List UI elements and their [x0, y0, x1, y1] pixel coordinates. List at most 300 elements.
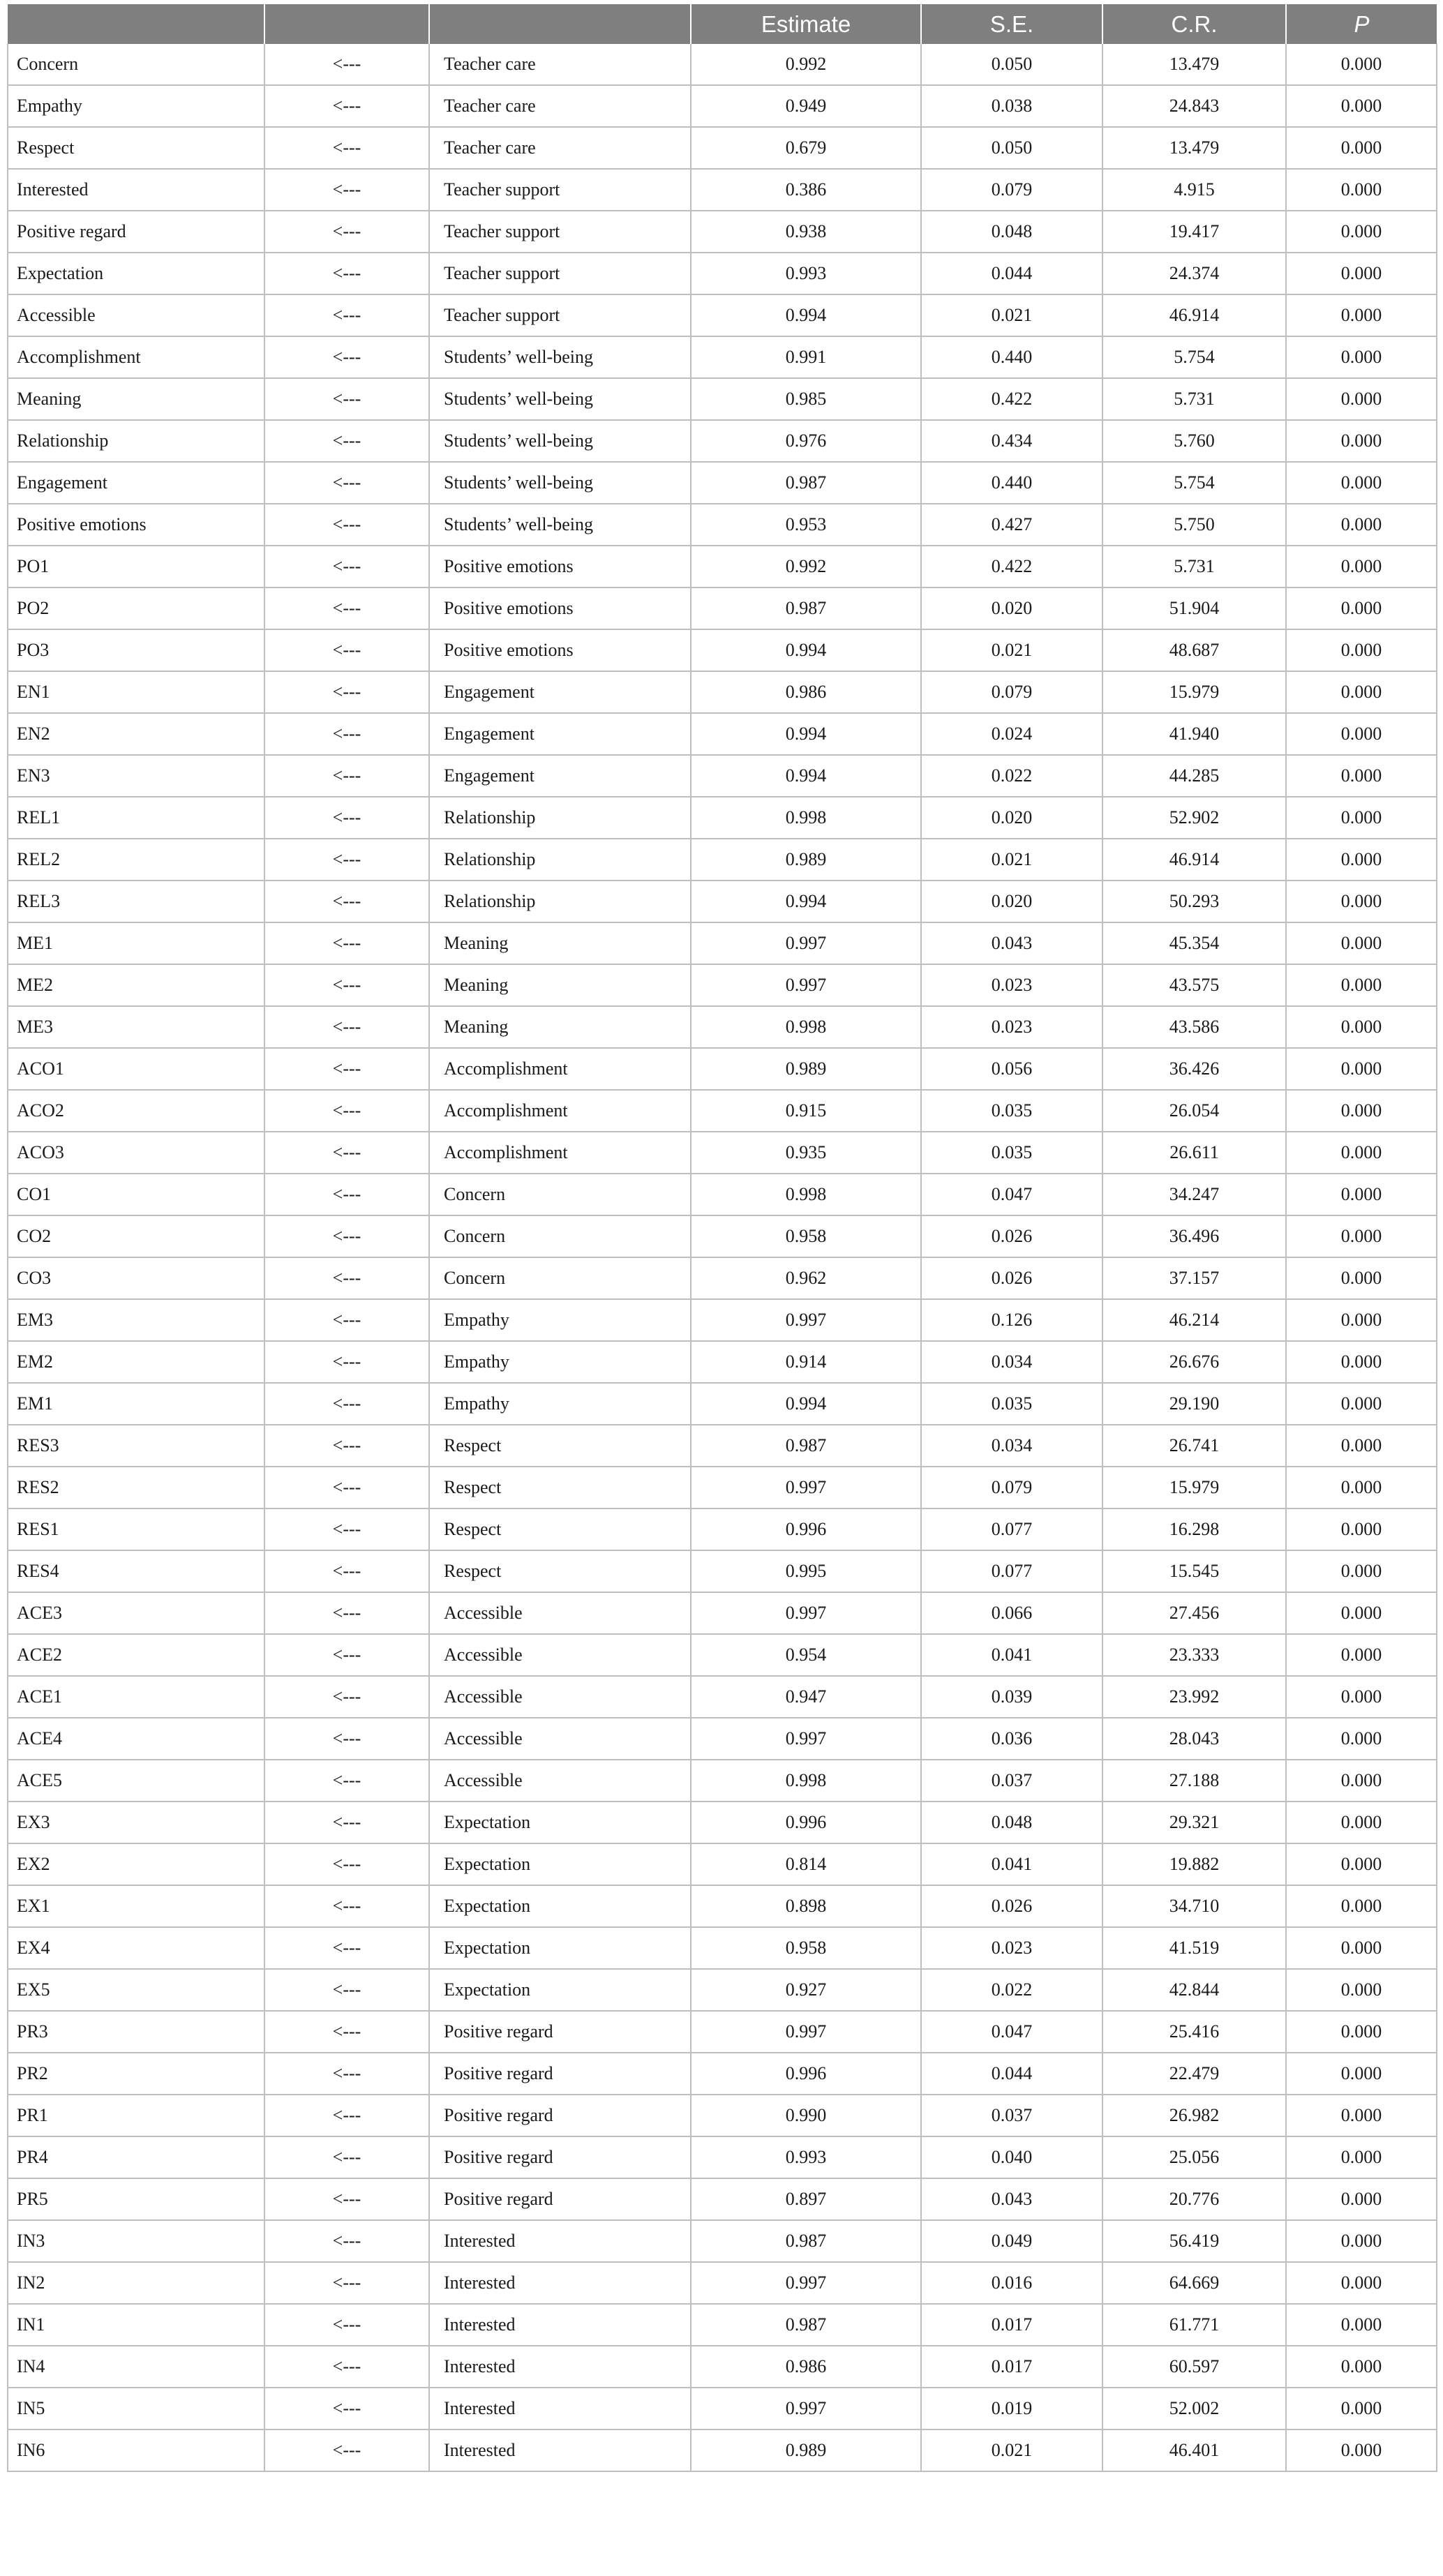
- indicator-cell: ACO3: [8, 1132, 264, 1174]
- p-cell: 0.000: [1286, 1885, 1437, 1927]
- p-cell: 0.000: [1286, 1467, 1437, 1508]
- arrow-cell: <---: [264, 1760, 429, 1802]
- arrow-cell: <---: [264, 1257, 429, 1299]
- factor-cell: Positive regard: [429, 2053, 691, 2095]
- indicator-cell: IN4: [8, 2346, 264, 2388]
- header-estimate: Estimate: [691, 4, 921, 44]
- se-cell: 0.434: [921, 420, 1102, 462]
- cr-cell: 34.710: [1102, 1885, 1286, 1927]
- estimate-cell: 0.386: [691, 169, 921, 211]
- indicator-cell: EN3: [8, 755, 264, 797]
- p-cell: 0.000: [1286, 587, 1437, 629]
- estimates-table: [7, 4, 1437, 2472]
- arrow-cell: <---: [264, 2053, 429, 2095]
- cr-cell: 36.426: [1102, 1048, 1286, 1090]
- table-row: [8, 1676, 1437, 1718]
- p-cell: 0.000: [1286, 504, 1437, 546]
- cr-cell: 52.902: [1102, 797, 1286, 839]
- indicator-cell: IN6: [8, 2429, 264, 2471]
- estimate-cell: 0.949: [691, 85, 921, 127]
- indicator-cell: RES3: [8, 1425, 264, 1467]
- arrow-cell: <---: [264, 755, 429, 797]
- se-cell: 0.041: [921, 1634, 1102, 1676]
- factor-cell: Accomplishment: [429, 1048, 691, 1090]
- cr-cell: 26.054: [1102, 1090, 1286, 1132]
- table-row: [8, 462, 1437, 504]
- table-body: [8, 44, 1437, 2471]
- p-cell: 0.000: [1286, 1090, 1437, 1132]
- table-row: [8, 1174, 1437, 1215]
- cr-cell: 23.333: [1102, 1634, 1286, 1676]
- table-row: [8, 127, 1437, 169]
- arrow-cell: <---: [264, 169, 429, 211]
- estimate-cell: 0.997: [691, 1467, 921, 1508]
- indicator-cell: ACE5: [8, 1760, 264, 1802]
- factor-cell: Relationship: [429, 839, 691, 881]
- factor-cell: Accessible: [429, 1634, 691, 1676]
- estimate-cell: 0.987: [691, 462, 921, 504]
- factor-cell: Positive emotions: [429, 546, 691, 587]
- indicator-cell: EX5: [8, 1969, 264, 2011]
- estimate-cell: 0.994: [691, 629, 921, 671]
- p-cell: 0.000: [1286, 839, 1437, 881]
- estimate-cell: 0.976: [691, 420, 921, 462]
- indicator-cell: EM1: [8, 1383, 264, 1425]
- cr-cell: 46.401: [1102, 2429, 1286, 2471]
- table-row: [8, 294, 1437, 336]
- p-cell: 0.000: [1286, 1843, 1437, 1885]
- p-cell: 0.000: [1286, 1927, 1437, 1969]
- table-row: [8, 839, 1437, 881]
- factor-cell: Teacher care: [429, 127, 691, 169]
- p-cell: 0.000: [1286, 755, 1437, 797]
- se-cell: 0.079: [921, 671, 1102, 713]
- arrow-cell: <---: [264, 1634, 429, 1676]
- estimate-cell: 0.990: [691, 2095, 921, 2136]
- arrow-cell: <---: [264, 671, 429, 713]
- factor-cell: Respect: [429, 1425, 691, 1467]
- p-cell: 0.000: [1286, 420, 1437, 462]
- indicator-cell: Positive regard: [8, 211, 264, 253]
- arrow-cell: <---: [264, 1048, 429, 1090]
- arrow-cell: <---: [264, 504, 429, 546]
- cr-cell: 5.731: [1102, 378, 1286, 420]
- estimate-cell: 0.898: [691, 1885, 921, 1927]
- indicator-cell: PR1: [8, 2095, 264, 2136]
- factor-cell: Empathy: [429, 1383, 691, 1425]
- factor-cell: Teacher care: [429, 85, 691, 127]
- estimate-cell: 0.814: [691, 1843, 921, 1885]
- table-row: [8, 1006, 1437, 1048]
- table-row: [8, 1718, 1437, 1760]
- factor-cell: Positive regard: [429, 2136, 691, 2178]
- cr-cell: 26.741: [1102, 1425, 1286, 1467]
- table-row: [8, 2220, 1437, 2262]
- arrow-cell: <---: [264, 2304, 429, 2346]
- factor-cell: Engagement: [429, 713, 691, 755]
- table-row: [8, 1885, 1437, 1927]
- estimate-cell: 0.987: [691, 587, 921, 629]
- cr-cell: 5.754: [1102, 336, 1286, 378]
- indicator-cell: REL1: [8, 797, 264, 839]
- se-cell: 0.048: [921, 211, 1102, 253]
- factor-cell: Meaning: [429, 922, 691, 964]
- se-cell: 0.056: [921, 1048, 1102, 1090]
- se-cell: 0.077: [921, 1508, 1102, 1550]
- table-row: [8, 922, 1437, 964]
- table-row: [8, 1090, 1437, 1132]
- estimate-cell: 0.994: [691, 755, 921, 797]
- table-row: [8, 1048, 1437, 1090]
- cr-cell: 29.190: [1102, 1383, 1286, 1425]
- table-row: [8, 1802, 1437, 1843]
- arrow-cell: <---: [264, 1969, 429, 2011]
- cr-cell: 50.293: [1102, 881, 1286, 922]
- cr-cell: 23.992: [1102, 1676, 1286, 1718]
- arrow-cell: <---: [264, 2262, 429, 2304]
- arrow-cell: <---: [264, 1341, 429, 1383]
- arrow-cell: <---: [264, 922, 429, 964]
- se-cell: 0.049: [921, 2220, 1102, 2262]
- se-cell: 0.023: [921, 1006, 1102, 1048]
- p-cell: 0.000: [1286, 1383, 1437, 1425]
- p-cell: 0.000: [1286, 1048, 1437, 1090]
- se-cell: 0.023: [921, 964, 1102, 1006]
- p-cell: 0.000: [1286, 2011, 1437, 2053]
- table-row: [8, 2178, 1437, 2220]
- estimate-cell: 0.986: [691, 2346, 921, 2388]
- se-cell: 0.023: [921, 1927, 1102, 1969]
- table-row: [8, 2304, 1437, 2346]
- table-row: [8, 2011, 1437, 2053]
- se-cell: 0.044: [921, 253, 1102, 294]
- estimate-cell: 0.997: [691, 1718, 921, 1760]
- se-cell: 0.035: [921, 1090, 1102, 1132]
- indicator-cell: EN1: [8, 671, 264, 713]
- p-cell: 0.000: [1286, 1215, 1437, 1257]
- cr-cell: 43.586: [1102, 1006, 1286, 1048]
- se-cell: 0.020: [921, 881, 1102, 922]
- p-cell: 0.000: [1286, 211, 1437, 253]
- estimate-cell: 0.997: [691, 1592, 921, 1634]
- se-cell: 0.126: [921, 1299, 1102, 1341]
- estimate-cell: 0.987: [691, 2220, 921, 2262]
- cr-cell: 60.597: [1102, 2346, 1286, 2388]
- factor-cell: Students’ well-being: [429, 462, 691, 504]
- factor-cell: Concern: [429, 1215, 691, 1257]
- se-cell: 0.079: [921, 169, 1102, 211]
- table-row: [8, 211, 1437, 253]
- p-cell: 0.000: [1286, 378, 1437, 420]
- factor-cell: Meaning: [429, 1006, 691, 1048]
- table-row: [8, 1969, 1437, 2011]
- indicator-cell: Accomplishment: [8, 336, 264, 378]
- arrow-cell: <---: [264, 211, 429, 253]
- cr-cell: 5.750: [1102, 504, 1286, 546]
- se-cell: 0.024: [921, 713, 1102, 755]
- se-cell: 0.041: [921, 1843, 1102, 1885]
- estimate-cell: 0.914: [691, 1341, 921, 1383]
- estimate-cell: 0.927: [691, 1969, 921, 2011]
- indicator-cell: Empathy: [8, 85, 264, 127]
- table-row: [8, 546, 1437, 587]
- indicator-cell: EX4: [8, 1927, 264, 1969]
- cr-cell: 25.416: [1102, 2011, 1286, 2053]
- indicator-cell: EN2: [8, 713, 264, 755]
- cr-cell: 19.417: [1102, 211, 1286, 253]
- arrow-cell: <---: [264, 839, 429, 881]
- indicator-cell: ME1: [8, 922, 264, 964]
- se-cell: 0.047: [921, 1174, 1102, 1215]
- cr-cell: 27.456: [1102, 1592, 1286, 1634]
- indicator-cell: CO2: [8, 1215, 264, 1257]
- indicator-cell: EM3: [8, 1299, 264, 1341]
- table-row: [8, 1299, 1437, 1341]
- table-header: [8, 4, 1437, 44]
- estimate-cell: 0.997: [691, 2388, 921, 2429]
- arrow-cell: <---: [264, 336, 429, 378]
- se-cell: 0.037: [921, 2095, 1102, 2136]
- factor-cell: Relationship: [429, 797, 691, 839]
- estimate-cell: 0.998: [691, 797, 921, 839]
- table-row: [8, 629, 1437, 671]
- factor-cell: Accomplishment: [429, 1090, 691, 1132]
- factor-cell: Interested: [429, 2346, 691, 2388]
- factor-cell: Expectation: [429, 1802, 691, 1843]
- arrow-cell: <---: [264, 1843, 429, 1885]
- table-row: [8, 169, 1437, 211]
- se-cell: 0.066: [921, 1592, 1102, 1634]
- cr-cell: 27.188: [1102, 1760, 1286, 1802]
- cr-cell: 24.374: [1102, 253, 1286, 294]
- indicator-cell: PR4: [8, 2136, 264, 2178]
- cr-cell: 5.754: [1102, 462, 1286, 504]
- se-cell: 0.021: [921, 2429, 1102, 2471]
- p-cell: 0.000: [1286, 336, 1437, 378]
- cr-cell: 36.496: [1102, 1215, 1286, 1257]
- table-row: [8, 1425, 1437, 1467]
- p-cell: 0.000: [1286, 2053, 1437, 2095]
- se-cell: 0.079: [921, 1467, 1102, 1508]
- indicator-cell: ACE1: [8, 1676, 264, 1718]
- header-indicator: [8, 4, 264, 44]
- p-cell: 0.000: [1286, 294, 1437, 336]
- estimate-cell: 0.994: [691, 713, 921, 755]
- estimate-cell: 0.986: [691, 671, 921, 713]
- se-cell: 0.440: [921, 462, 1102, 504]
- indicator-cell: ACO1: [8, 1048, 264, 1090]
- arrow-cell: <---: [264, 462, 429, 504]
- cr-cell: 43.575: [1102, 964, 1286, 1006]
- table-row: [8, 1550, 1437, 1592]
- cr-cell: 28.043: [1102, 1718, 1286, 1760]
- table-row: [8, 1132, 1437, 1174]
- p-cell: 0.000: [1286, 1006, 1437, 1048]
- factor-cell: Respect: [429, 1467, 691, 1508]
- arrow-cell: <---: [264, 713, 429, 755]
- se-cell: 0.026: [921, 1215, 1102, 1257]
- table-row: [8, 1257, 1437, 1299]
- header-arrow: [264, 4, 429, 44]
- table-row: [8, 336, 1437, 378]
- arrow-cell: <---: [264, 2220, 429, 2262]
- estimate-cell: 0.935: [691, 1132, 921, 1174]
- arrow-cell: <---: [264, 2388, 429, 2429]
- indicator-cell: PR2: [8, 2053, 264, 2095]
- arrow-cell: <---: [264, 2429, 429, 2471]
- arrow-cell: <---: [264, 1132, 429, 1174]
- p-cell: 0.000: [1286, 629, 1437, 671]
- se-cell: 0.026: [921, 1257, 1102, 1299]
- arrow-cell: <---: [264, 1885, 429, 1927]
- arrow-cell: <---: [264, 1299, 429, 1341]
- factor-cell: Teacher support: [429, 211, 691, 253]
- estimate-cell: 0.679: [691, 127, 921, 169]
- table-row: [8, 1927, 1437, 1969]
- indicator-cell: PO2: [8, 587, 264, 629]
- table-row: [8, 253, 1437, 294]
- factor-cell: Engagement: [429, 671, 691, 713]
- se-cell: 0.422: [921, 546, 1102, 587]
- arrow-cell: <---: [264, 378, 429, 420]
- indicator-cell: PR5: [8, 2178, 264, 2220]
- estimate-cell: 0.997: [691, 2011, 921, 2053]
- factor-cell: Positive emotions: [429, 587, 691, 629]
- indicator-cell: EX1: [8, 1885, 264, 1927]
- se-cell: 0.440: [921, 336, 1102, 378]
- p-cell: 0.000: [1286, 1718, 1437, 1760]
- cr-cell: 41.519: [1102, 1927, 1286, 1969]
- arrow-cell: <---: [264, 964, 429, 1006]
- arrow-cell: <---: [264, 1425, 429, 1467]
- cr-cell: 15.545: [1102, 1550, 1286, 1592]
- arrow-cell: <---: [264, 2136, 429, 2178]
- arrow-cell: <---: [264, 1467, 429, 1508]
- table-row: [8, 1592, 1437, 1634]
- arrow-cell: <---: [264, 1676, 429, 1718]
- arrow-cell: <---: [264, 1508, 429, 1550]
- cr-cell: 25.056: [1102, 2136, 1286, 2178]
- indicator-cell: ACE3: [8, 1592, 264, 1634]
- p-cell: 0.000: [1286, 713, 1437, 755]
- cr-cell: 26.676: [1102, 1341, 1286, 1383]
- se-cell: 0.077: [921, 1550, 1102, 1592]
- factor-cell: Concern: [429, 1174, 691, 1215]
- cr-cell: 24.843: [1102, 85, 1286, 127]
- p-cell: 0.000: [1286, 169, 1437, 211]
- se-cell: 0.044: [921, 2053, 1102, 2095]
- p-cell: 0.000: [1286, 922, 1437, 964]
- table-row: [8, 1843, 1437, 1885]
- factor-cell: Students’ well-being: [429, 504, 691, 546]
- table-row: [8, 1383, 1437, 1425]
- arrow-cell: <---: [264, 1802, 429, 1843]
- factor-cell: Interested: [429, 2388, 691, 2429]
- estimate-cell: 0.993: [691, 253, 921, 294]
- p-cell: 0.000: [1286, 2220, 1437, 2262]
- se-cell: 0.050: [921, 44, 1102, 85]
- se-cell: 0.016: [921, 2262, 1102, 2304]
- table-row: [8, 2262, 1437, 2304]
- cr-cell: 56.419: [1102, 2220, 1286, 2262]
- table-row: [8, 797, 1437, 839]
- indicator-cell: PO3: [8, 629, 264, 671]
- se-cell: 0.034: [921, 1341, 1102, 1383]
- factor-cell: Students’ well-being: [429, 420, 691, 462]
- estimate-cell: 0.995: [691, 1550, 921, 1592]
- se-cell: 0.040: [921, 2136, 1102, 2178]
- arrow-cell: <---: [264, 85, 429, 127]
- indicator-cell: EX3: [8, 1802, 264, 1843]
- arrow-cell: <---: [264, 797, 429, 839]
- arrow-cell: <---: [264, 587, 429, 629]
- factor-cell: Positive regard: [429, 2011, 691, 2053]
- cr-cell: 15.979: [1102, 1467, 1286, 1508]
- factor-cell: Accessible: [429, 1718, 691, 1760]
- arrow-cell: <---: [264, 127, 429, 169]
- arrow-cell: <---: [264, 2011, 429, 2053]
- p-cell: 0.000: [1286, 2429, 1437, 2471]
- p-cell: 0.000: [1286, 1676, 1437, 1718]
- header-row: [8, 4, 1437, 44]
- arrow-cell: <---: [264, 2095, 429, 2136]
- estimate-cell: 0.987: [691, 2304, 921, 2346]
- indicator-cell: IN3: [8, 2220, 264, 2262]
- p-cell: 0.000: [1286, 1802, 1437, 1843]
- arrow-cell: <---: [264, 1718, 429, 1760]
- se-cell: 0.019: [921, 2388, 1102, 2429]
- table-row: [8, 2346, 1437, 2388]
- indicator-cell: ME2: [8, 964, 264, 1006]
- p-cell: 0.000: [1286, 85, 1437, 127]
- p-cell: 0.000: [1286, 2388, 1437, 2429]
- factor-cell: Engagement: [429, 755, 691, 797]
- factor-cell: Students’ well-being: [429, 378, 691, 420]
- se-cell: 0.035: [921, 1383, 1102, 1425]
- se-cell: 0.017: [921, 2304, 1102, 2346]
- cr-cell: 4.915: [1102, 169, 1286, 211]
- table-row: [8, 1508, 1437, 1550]
- cr-cell: 46.214: [1102, 1299, 1286, 1341]
- table-row: [8, 44, 1437, 85]
- cr-cell: 5.731: [1102, 546, 1286, 587]
- table-row: [8, 420, 1437, 462]
- estimate-cell: 0.897: [691, 2178, 921, 2220]
- se-cell: 0.020: [921, 797, 1102, 839]
- p-cell: 0.000: [1286, 1341, 1437, 1383]
- se-cell: 0.035: [921, 1132, 1102, 1174]
- header-factor: [429, 4, 691, 44]
- indicator-cell: Meaning: [8, 378, 264, 420]
- p-cell: 0.000: [1286, 2262, 1437, 2304]
- p-cell: 0.000: [1286, 2095, 1437, 2136]
- arrow-cell: <---: [264, 1383, 429, 1425]
- table-row: [8, 1760, 1437, 1802]
- se-cell: 0.017: [921, 2346, 1102, 2388]
- estimate-cell: 0.992: [691, 546, 921, 587]
- factor-cell: Empathy: [429, 1299, 691, 1341]
- header-se: S.E.: [921, 4, 1102, 44]
- factor-cell: Teacher care: [429, 44, 691, 85]
- estimate-cell: 0.997: [691, 1299, 921, 1341]
- arrow-cell: <---: [264, 1927, 429, 1969]
- indicator-cell: Concern: [8, 44, 264, 85]
- arrow-cell: <---: [264, 294, 429, 336]
- p-cell: 0.000: [1286, 2346, 1437, 2388]
- cr-cell: 15.979: [1102, 671, 1286, 713]
- estimate-cell: 0.915: [691, 1090, 921, 1132]
- se-cell: 0.021: [921, 839, 1102, 881]
